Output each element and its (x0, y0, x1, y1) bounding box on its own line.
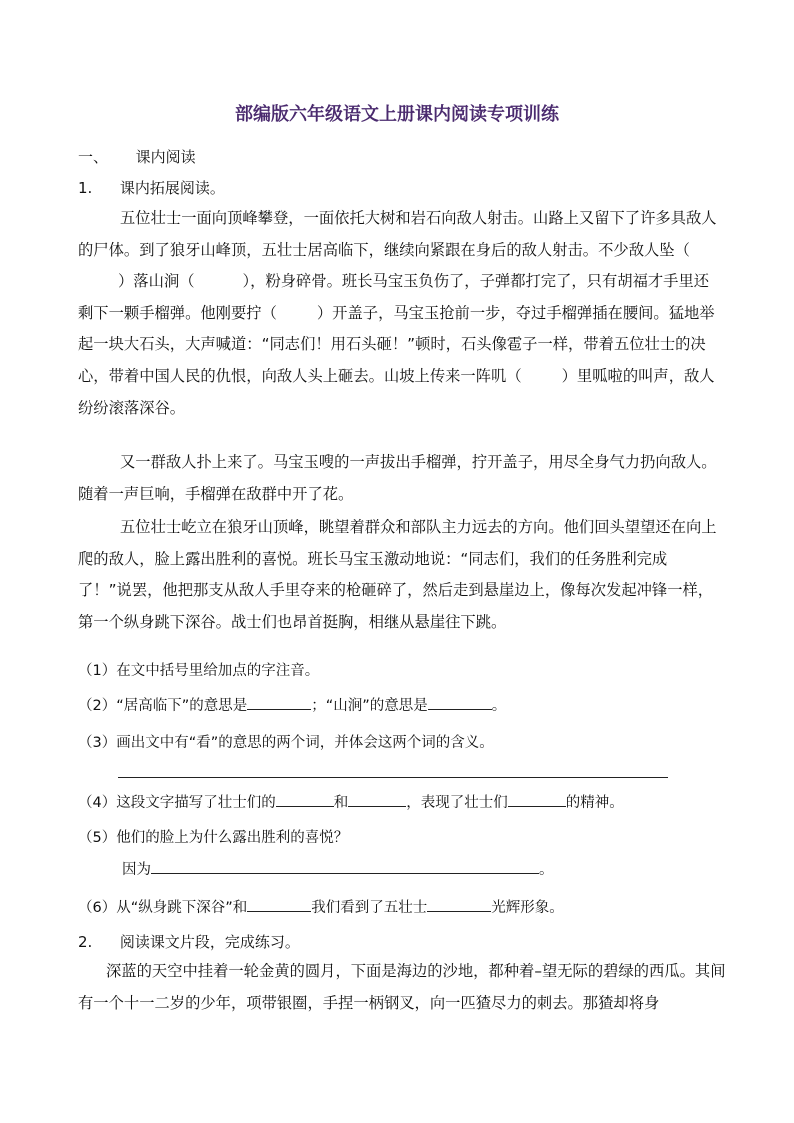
sub-question-text: （2）“居高临下”的意思是 (78, 698, 248, 714)
passage-text: ）落山涧（ (118, 272, 195, 291)
sub-question-text: ；“山涧”的意思是 (311, 698, 428, 714)
sub-question-4 (78, 791, 624, 812)
sub-question-text: 和 (333, 795, 349, 811)
sub-question-text: 。 (539, 862, 554, 878)
sub-question-text: （4）这段文字描写了壮士们的 (78, 795, 276, 811)
section-heading (78, 146, 196, 167)
passage-2-paragraph-1: 深蓝的天空中挂着一轮金黄的圆月，下面是海边的沙地，都种着–望无际的碧绿的西瓜。其间有一个十一二岁的少年，项带银圈，手捏一柄钢叉，向一匹猹尽力的刺去。那猹却将身 (78, 962, 726, 1012)
sub-question-6 (78, 896, 564, 917)
sub-question-text: 的精神。 (565, 795, 624, 811)
sub-question-text: 。 (491, 698, 507, 714)
question-2-label: 阅读课文片段，完成练习。 (119, 933, 300, 951)
answer-line[interactable] (118, 777, 668, 778)
answer-blank[interactable] (247, 896, 311, 912)
question-2-number: 2. (78, 933, 93, 951)
sub-question-text: ，表现了壮士们 (406, 795, 508, 811)
answer-blank[interactable] (276, 791, 334, 807)
question-1-label: 课内拓展阅读。 (119, 179, 225, 197)
passage-text: ），粉身碎骨。班长马宝玉负伤了，子弹都打完了，只有胡福才手里还剩下一颗手榴弹。他刚要拧（ (78, 272, 710, 322)
answer-blank[interactable] (348, 791, 406, 807)
section-label: 课内阅读 (135, 148, 196, 166)
passage-text: 五位壮士一面向顶峰攀登，一面依托大树和岩石向敌人射击。山路上又留下了许多具敌人的尸体。到了狼牙山峰顶，五壮士居高临下，继续向紧跟在身后的敌人射击。不少敌人坠（ (78, 209, 717, 259)
sub-question-text: 光辉形象。 (491, 900, 564, 916)
sub-question-3: （3）画出文中有“看”的意思的两个词，并体会这两个词的含义。 (78, 735, 494, 751)
page-title: 部编版六年级语文上册课内阅读专项训练 (235, 104, 559, 125)
sub-question-5: （5）他们的脸上为什么露出胜利的喜悦？ (78, 830, 349, 846)
sub-question-2 (78, 694, 506, 715)
answer-blank[interactable] (508, 791, 566, 807)
question-2-heading (78, 931, 300, 952)
sub-question-1: （1）在文中括号里给加点的字注音。 (78, 663, 320, 679)
passage-1-paragraph-2: 又一群敌人扑上来了。马宝玉嗖的一声拔出手榴弹，拧开盖子，用尽全身气力扔向敌人。随着一声巨响，手榴弹在敌群中开了花。 (78, 453, 717, 503)
sub-question-text: 我们看到了五壮士 (311, 900, 428, 916)
answer-blank[interactable] (151, 858, 539, 874)
passage-text: ）里呱啦的叫声，敌人纷纷滚落深谷。 (78, 366, 715, 417)
passage-1-paragraph-3: 五位壮士屹立在狼牙山顶峰，眺望着群众和部队主力远去的方向。他们回头望望还在向上爬的敌人，脸上露出胜利的喜悦。班长马宝玉激动地说：“同志们，我们的任务胜利完成了！”说罢，他把那支从敌人手里夺来的枪砸碎了，然后走到悬崖边上，像每次发起冲锋一样，第一个纵身跳下深谷。战士们也昂首挺胸，相继从悬崖往下跳。 (78, 518, 717, 631)
passage-1-paragraph-1 (78, 203, 718, 424)
section-number: 一、 (78, 148, 109, 166)
sub-question-text: （6）从“纵身跳下深谷”和 (78, 900, 248, 916)
passage-text: ）开盖子，马宝玉抢前一步，夺过手榴弹插在腰间。猛地举起一块大石头，大声喊道：“同志们！用石头砸！”顿时，石头像雹子一样，带着五位壮士的决心，带着中国人民的仇恨，向敌人头上砸去。山坡上传来一阵叽（ (78, 303, 715, 385)
sub-question-text: 因为 (122, 862, 151, 878)
question-1-heading (78, 177, 225, 198)
question-1-number: 1. (78, 179, 93, 197)
answer-blank[interactable] (247, 694, 311, 710)
sub-question-5-answer (122, 858, 554, 879)
answer-blank[interactable] (428, 694, 492, 710)
answer-blank[interactable] (427, 896, 491, 912)
